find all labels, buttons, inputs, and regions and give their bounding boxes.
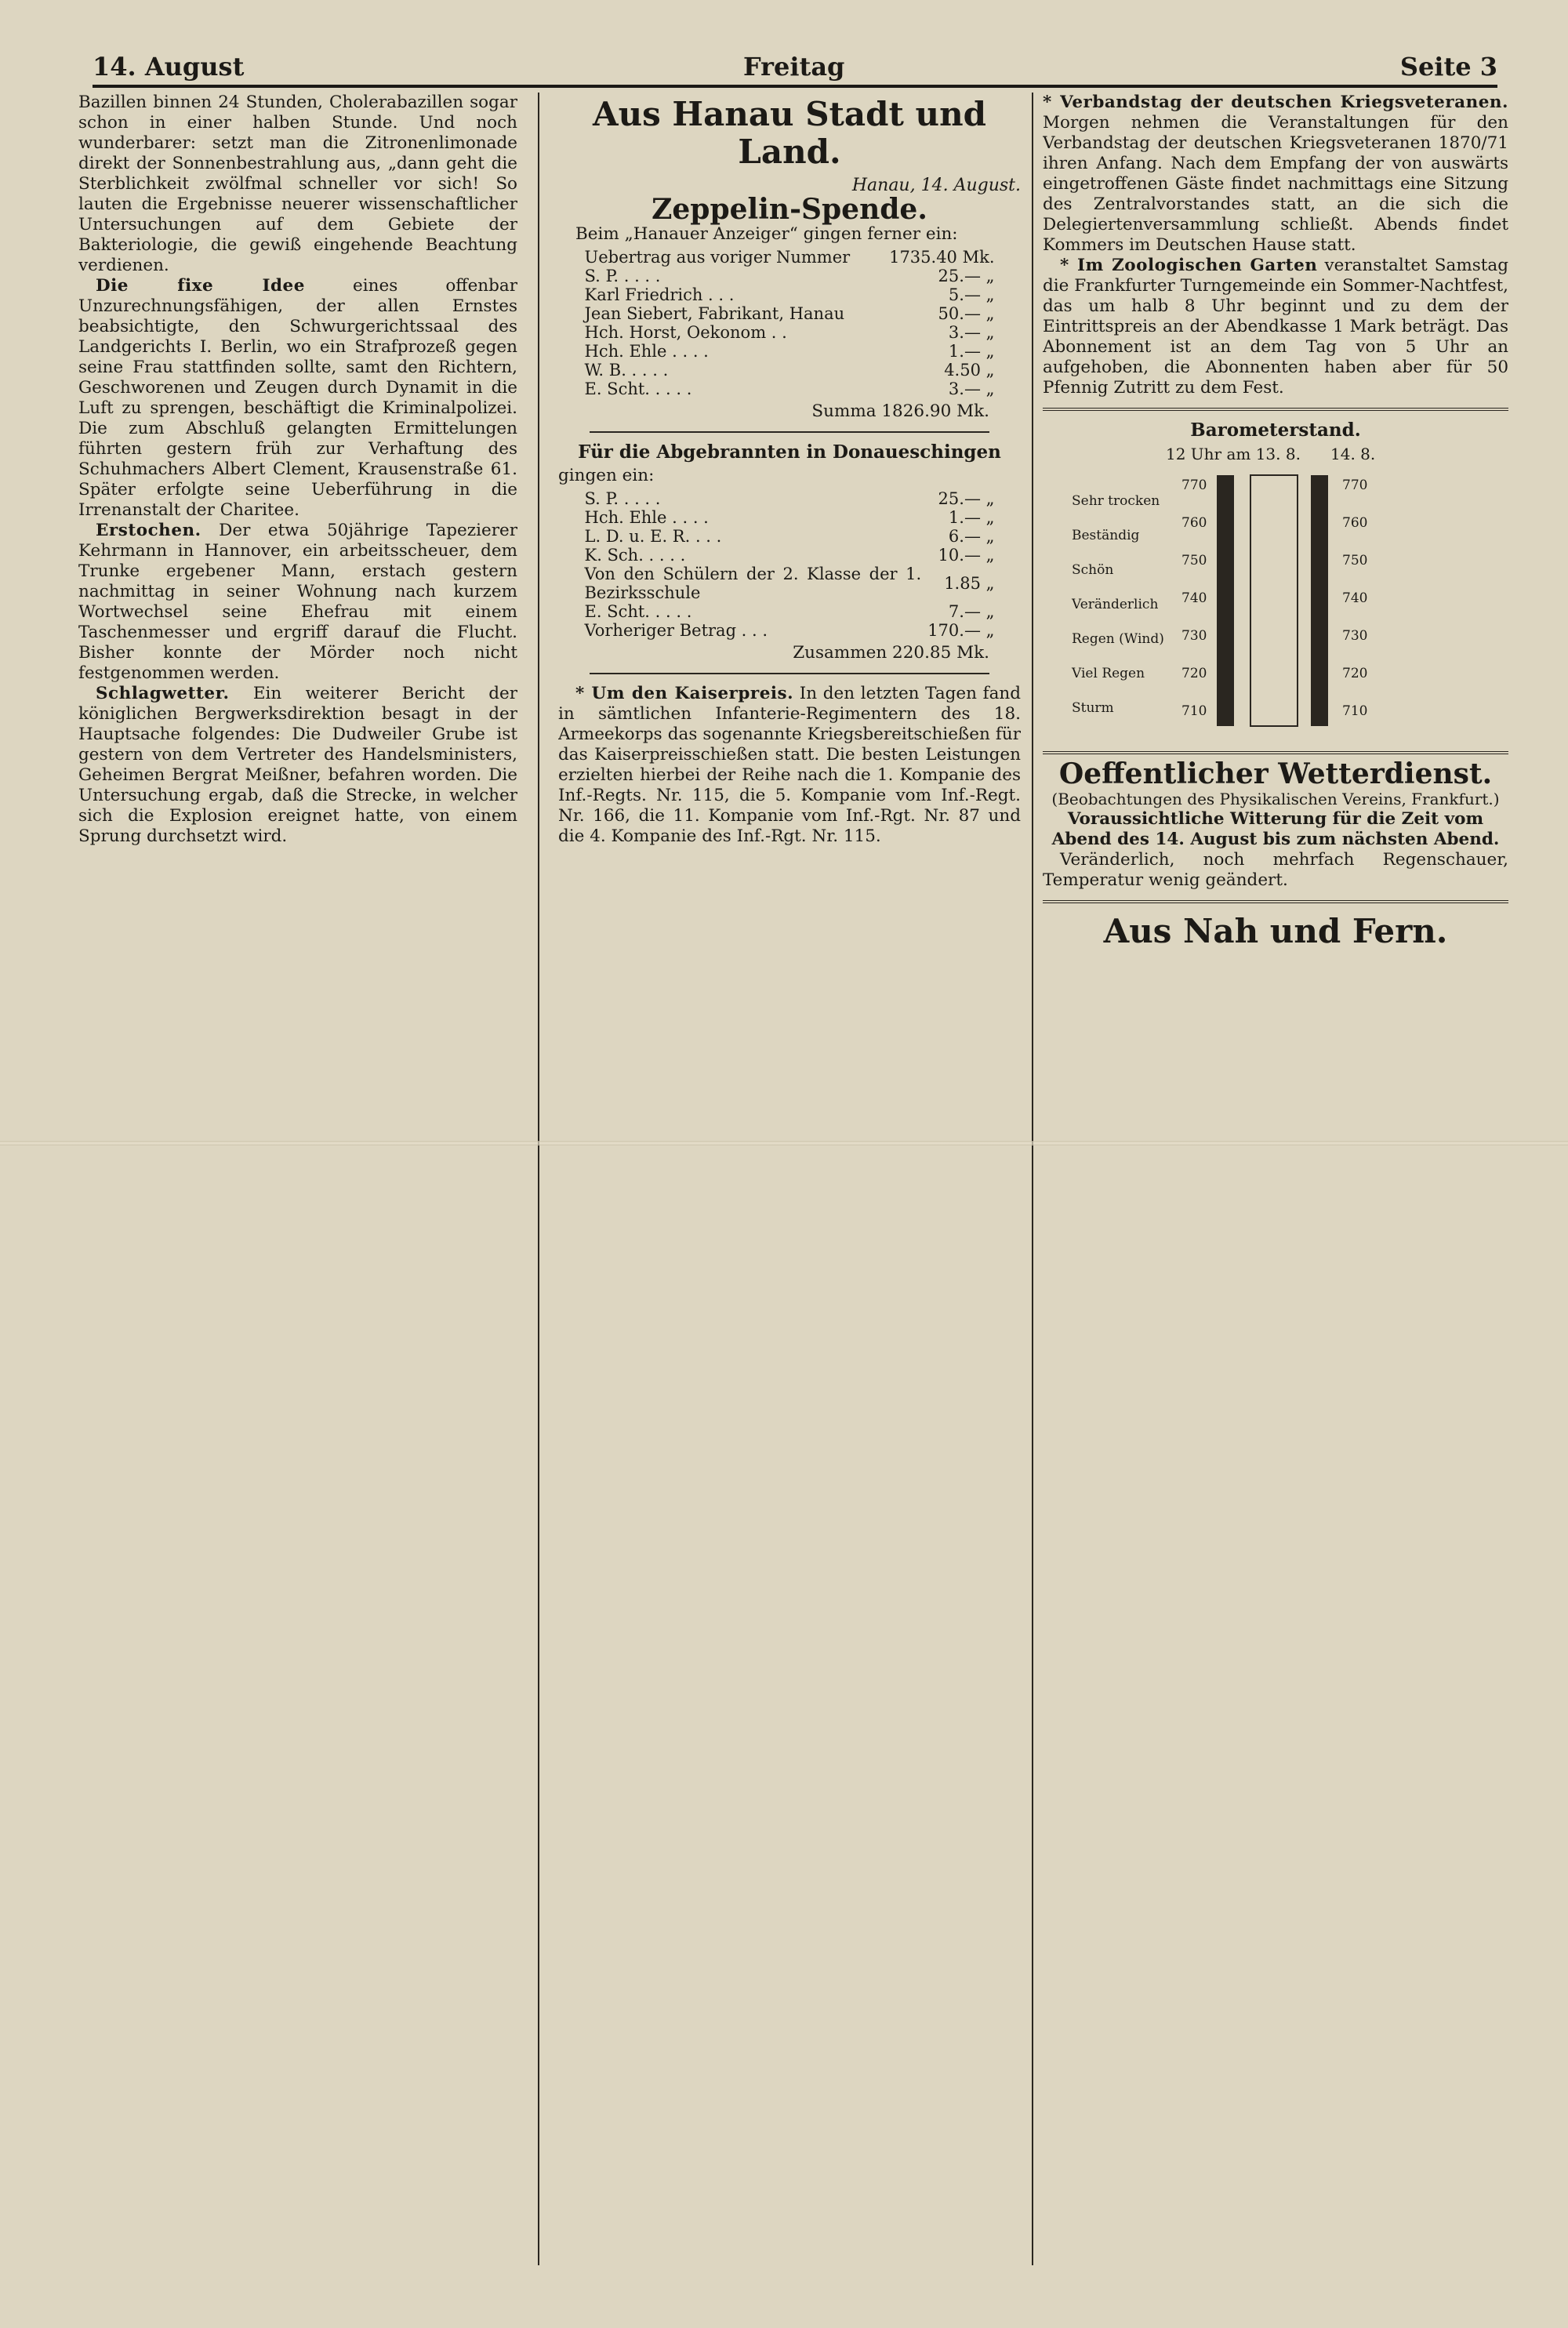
divider: [590, 673, 989, 674]
weather-forecast-text: Veränderlich, noch mehrfach Regenschauer, Temperatur wenig geändert.: [1043, 850, 1508, 890]
weather-title: Oeffentlicher Wetterdienst.: [1058, 757, 1493, 790]
zeppelin-row: [582, 248, 998, 267]
zeppelin-donation-table: [582, 248, 998, 398]
zeppelin-donor: S. P. . . . .: [584, 267, 661, 285]
donau-donor: Hch. Ehle . . . .: [584, 508, 709, 527]
section-title: Aus Nah und Fern.: [1103, 912, 1448, 950]
donau-amount: 1.— „: [948, 508, 995, 527]
zeppelin-donor: Hch. Ehle . . . .: [584, 342, 709, 361]
donau-donor: S. P. . . . .: [584, 489, 661, 508]
barometer-tick-label: 720: [1181, 666, 1207, 681]
barometer-tick-label: 740: [1342, 590, 1368, 606]
header-date: 14. August: [93, 52, 245, 82]
divider: [1043, 408, 1508, 411]
donau-amount: 10.— „: [938, 546, 995, 565]
article-text: In den letzten Tagen fand in sämtlichen Infanterie-Regimentern des 18. Armeekorps das sogenannte Kriegsbereitschießen für das Kaiserpreisschießen statt. Die besten Leistungen erzielten hierbei der Reihe nach die 1. Kompanie des Inf.-Regts. Nr. 115, die 5. Kompanie vom Inf.-Regt. Nr. 166, die 11. Kompanie vom Inf.-Rgt. Nr. 87 und die 4. Kompanie des Inf.-Rgt. Nr. 115.: [558, 684, 1021, 846]
article-headline: Erstochen.: [96, 521, 201, 540]
article-headline: * Um den Kaiserpreis.: [575, 684, 794, 703]
donau-amount: 25.— „: [938, 489, 995, 508]
zeppelin-row: [582, 380, 998, 398]
donau-row: [582, 602, 998, 621]
barometer-tick-label: 750: [1342, 553, 1368, 568]
zeppelin-amount: 1735.40 Mk.: [889, 248, 995, 267]
barometer-label: Schön: [1072, 562, 1114, 578]
article-text: veranstaltet Samstag die Frankfurter Turngemeinde ein Sommer-Nachtfest, das um halb 8 Uhr beginnt und zu dem der Eintrittspreis an der Abendkasse 1 Mark beträgt. Das Abonnement ist an dem Tag von 5 Uhr an aufgehoben, die Abonnenten haben aber für 50 Pfennig Zutritt zu dem Fest.: [1043, 256, 1508, 398]
barometer-tick-label: 720: [1342, 666, 1368, 681]
article-headline: Die fixe Idee: [96, 276, 305, 296]
column-left: [78, 93, 517, 2273]
zeppelin-donor: Karl Friedrich . . .: [584, 285, 735, 304]
barometer-column-right: [1311, 475, 1328, 726]
page-header: [93, 45, 1497, 88]
barometer-label: Sturm: [1072, 700, 1114, 716]
barometer-head-left: 12 Uhr am 13. 8.: [1166, 445, 1301, 463]
zeppelin-donor: W. B. . . . .: [584, 361, 669, 380]
barometer-head-right: 14. 8.: [1330, 445, 1376, 463]
barometer-title: Barometerstand.: [1190, 419, 1361, 441]
donau-row: [582, 565, 998, 602]
barometer-tick-label: 750: [1181, 553, 1207, 568]
barometer-tick-label: 760: [1181, 515, 1207, 531]
donau-row: [582, 489, 998, 508]
donau-donation-table: [582, 489, 998, 640]
barometer-tick-label: 770: [1342, 478, 1368, 493]
donau-amount: 170.— „: [927, 621, 995, 640]
zeppelin-donor: E. Scht. . . . .: [584, 380, 692, 398]
zeppelin-row: [582, 323, 998, 342]
zeppelin-row: [582, 361, 998, 380]
article-headline: * Verbandstag der deutschen Kriegsveteranen.: [1043, 93, 1508, 112]
donau-amount: 6.— „: [948, 527, 995, 546]
dateline: Hanau, 14. August.: [851, 176, 1021, 195]
section-title: Aus Hanau Stadt und Land.: [593, 95, 986, 171]
zeppelin-total: Summa 1826.90 Mk.: [811, 401, 989, 421]
article-text: Ein weiterer Bericht der königlichen Bergwerksdirektion besagt in der Hauptsache folgendes: Die Dudweiler Grube ist gestern von dem Vertreter des Handelsministers, Geheimen Bergrat Meißner, befahren worden. Die Untersuchung ergab, daß die Strecke, in welcher sich die Explosion ereignet hatte, von einem Sprung durchsetzt wird.: [78, 684, 517, 846]
zeppelin-donor: Uebertrag aus voriger Nummer: [584, 248, 851, 267]
barometer-frame: [1250, 475, 1298, 726]
zeppelin-amount: 5.— „: [948, 285, 995, 304]
barometer-label: Sehr trocken: [1072, 493, 1160, 509]
article-paragraph: [558, 684, 1021, 847]
article-headline: * Im Zoologischen Garten: [1060, 256, 1318, 275]
donau-row: [582, 527, 998, 546]
zeppelin-amount: 4.50 „: [944, 361, 995, 380]
weather-subtitle: (Beobachtungen des Physikalischen Vereins, Frankfurt.): [1051, 790, 1500, 808]
donau-donor: K. Sch. . . . .: [584, 546, 686, 565]
zeppelin-amount: 1.— „: [948, 342, 995, 361]
barometer-tick-label: 730: [1181, 628, 1207, 644]
zeppelin-amount: 3.— „: [948, 323, 995, 342]
column-rule: [538, 93, 539, 2265]
zeppelin-row: [582, 342, 998, 361]
zeppelin-amount: 50.— „: [938, 304, 995, 323]
article-text: eines offenbar Unzurechnungsfähigen, der allen Ernstes beabsichtigte, den Schwurgerichtssaal des Landgerichts I. Berlin, wo ein Strafprozeß gegen seine Frau stattfinden sollte, samt den Richtern, Geschworenen und Zeugen durch Dynamit in die Luft zu sprengen, beschäftigt die Kriminalpolizei. Die zum Abschluß gelangten Ermittelungen führten gestern früh zur Verhaftung des Schuhmachers Albert Clement, Krausenstraße 61. Später erfolgte seine Ueberführung in die Irrenanstalt der Charitee.: [78, 276, 517, 520]
barometer-tick-label: 730: [1342, 628, 1368, 644]
donau-intro: gingen ein:: [558, 466, 655, 485]
donau-amount: 7.— „: [948, 602, 995, 621]
barometer-label: Beständig: [1072, 528, 1140, 543]
barometer-label: Regen (Wind): [1072, 631, 1164, 647]
zeppelin-donor: Hch. Horst, Oekonom . .: [584, 323, 787, 342]
column-middle: [558, 93, 1021, 2273]
article-text: Morgen nehmen die Veranstaltungen für den Verbandstag der deutschen Kriegsveteranen 1870/71 ihren Anfang. Nach dem Empfang der von auswärts eingetroffenen Gäste findet nachmittags eine Sitzung des Zentralvorstandes statt, an die sich die Delegiertenversammlung schließt. Abends findet Kommers im Deutschen Hause statt.: [1043, 113, 1508, 255]
donau-donor: Von den Schülern der 2. Klasse der 1. Bezirksschule: [584, 565, 922, 602]
donau-donor: Vorheriger Betrag . . .: [584, 621, 768, 640]
header-page-number: Seite 3: [1399, 52, 1497, 82]
article-text: Der etwa 50jährige Tapezierer Kehrmann in Hannover, ein arbeitsscheuer, dem Trunke ergebener Mann, erstach gestern nachmittag in seiner Wohnung nach kurzem Wortwechsel seine Ehefrau mit einem Taschenmesser und ergriff darauf die Flucht. Bisher konnte der Mörder noch nicht festgenommen werden.: [78, 521, 517, 683]
donau-row: [582, 546, 998, 565]
donau-donor: E. Scht. . . . .: [584, 602, 692, 621]
column-rule: [1032, 93, 1033, 2265]
paper-fold: [0, 1141, 1568, 1146]
zeppelin-row: [582, 285, 998, 304]
barometer-tick-label: 740: [1181, 590, 1207, 606]
zeppelin-row: [582, 304, 998, 323]
zeppelin-amount: 25.— „: [938, 267, 995, 285]
donau-donor: L. D. u. E. R. . . .: [584, 527, 722, 546]
article-headline: Schlagwetter.: [96, 684, 230, 703]
divider: [1043, 900, 1508, 903]
donau-amount: 1.85 „: [944, 574, 995, 593]
barometer-tick-label: 770: [1181, 478, 1207, 493]
barometer-graphic: [1072, 444, 1479, 742]
barometer-tick-label: 760: [1342, 515, 1368, 531]
article-paragraph: [1043, 256, 1508, 398]
barometer-column-left: [1217, 475, 1234, 726]
donau-row: [582, 621, 998, 640]
donau-row: [582, 508, 998, 527]
barometer-label: Viel Regen: [1072, 666, 1145, 681]
article-paragraph: Bazillen binnen 24 Stunden, Cholerabazillen sogar schon in einer halben Stunde. Und noch wunderbarer: setzt man die Zitronenlimonade direkt der Sonnenbestrahlung aus, „dann geht die Sterblichkeit zwölfmal schneller vor sich! So lauten die Ergebnisse neuerer wissenschaftlicher Untersuchungen auf dem Gebiete der Bakteriologie, die gewiß eingehende Beachtung verdienen.: [78, 93, 517, 275]
weather-forecast-heading: Voraussichtliche Witterung für die Zeit vom Abend des 14. August bis zum nächsten Abend.: [1051, 809, 1500, 849]
divider: [590, 431, 989, 433]
donau-title: Für die Abgebrannten in Donaueschingen: [578, 441, 1001, 463]
barometer-tick-label: 710: [1181, 703, 1207, 719]
donau-total: Zusammen 220.85 Mk.: [793, 643, 989, 663]
zeppelin-amount: 3.— „: [948, 380, 995, 398]
article-paragraph: [78, 276, 517, 521]
zeppelin-donor: Jean Siebert, Fabrikant, Hanau: [584, 304, 845, 323]
zeppelin-row: [582, 267, 998, 285]
zeppelin-title: Zeppelin-Spende.: [652, 193, 927, 226]
zeppelin-intro: Beim „Hanauer Anzeiger“ gingen ferner ein:: [575, 224, 958, 244]
column-right: [1043, 93, 1508, 2273]
barometer-tick-label: 710: [1342, 703, 1368, 719]
article-paragraph: [78, 684, 517, 847]
barometer-label: Veränderlich: [1072, 597, 1159, 612]
article-paragraph: [78, 521, 517, 684]
header-weekday: Freitag: [743, 52, 845, 82]
divider: [1043, 751, 1508, 754]
article-paragraph: [1043, 93, 1508, 256]
